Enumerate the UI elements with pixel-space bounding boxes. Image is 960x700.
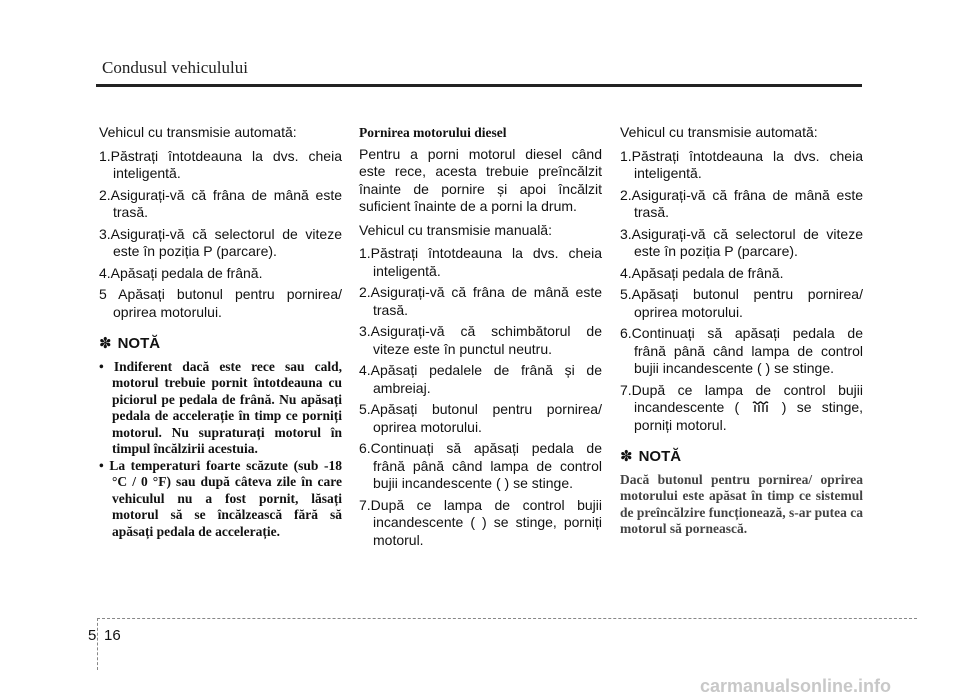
col3-step: 4.Apăsați pedala de frână.	[620, 264, 784, 281]
footer-rule	[97, 618, 917, 619]
watermark: carmanualsonline.info	[700, 676, 892, 696]
footer-divider	[97, 618, 98, 670]
col2-steps	[359, 245, 602, 549]
glow-plug-indicator-icon	[750, 400, 772, 414]
col3-step7-after: ) se stinge, porniți motorul.	[634, 399, 864, 433]
col2-step: 7.După ce lampa de control bujii incandescente ( ) se stinge, porniți motorul.	[359, 496, 602, 548]
column-1	[99, 124, 342, 540]
col3-note-title: NOTĂ	[638, 448, 682, 465]
col1-step: 2.Asigurați-vă că frâna de mână este trasă.	[99, 186, 342, 220]
diesel-start-heading: Pornirea motorului diesel	[359, 125, 507, 140]
col2-step: 5.Apăsați butonul pentru pornirea/ oprirea motorului.	[359, 401, 602, 435]
header-rule	[96, 84, 862, 87]
col3-step: 3.Asigurați-vă că selectorul de viteze este în poziția P (parcare).	[620, 225, 863, 259]
col3-note-text: Dacă butonul pentru pornirea/ oprirea motorului este apăsat în timp ce sistemul de preîncălzire funcționează, s-ar putea ca motorul să pornească.	[620, 471, 863, 536]
col1-step: 1.Păstrați întotdeauna la dvs. cheia inteligentă.	[99, 147, 342, 181]
col1-intro: Vehicul cu transmisie automată:	[99, 124, 297, 140]
header-title: Condusul vehiculului	[102, 58, 248, 77]
col1-note-title: NOTĂ	[117, 335, 161, 352]
col1-note-heading	[99, 335, 342, 353]
note-star-icon: ✽	[620, 448, 633, 465]
col1-steps	[99, 148, 342, 322]
column-3	[620, 124, 863, 538]
col3-intro: Vehicul cu transmisie automată:	[620, 124, 818, 140]
col2-intro: Pentru a porni motorul diesel când este rece, acesta trebuie preîncălzit înainte de pornire și apoi încălzit suficient înainte de a porni la drum.	[359, 145, 602, 214]
col2-step: 4.Apăsați pedalele de frână și de ambreiaj.	[359, 362, 602, 396]
note-star-icon: ✽	[99, 335, 112, 352]
col1-note-item: • Indiferent dacă este rece sau cald, motorul trebuie pornit întotdeauna cu piciorul pe pedala de frână. Nu apăsați pedala de accelerație în timp ce porniți motorul. Nu supraturați motorul în timpul încălzirii acestuia.	[99, 358, 342, 456]
col3-note-heading	[620, 448, 863, 466]
page-number: 16	[104, 627, 121, 644]
col2-step: 2.Asigurați-vă că frâna de mână este trasă.	[359, 284, 602, 318]
col1-note-list	[99, 359, 342, 541]
col1-step: 4.Apăsați pedala de frână.	[99, 264, 263, 281]
col3-step-7	[620, 382, 863, 435]
col3-step7-before: 7.După ce lampa de control bujii incandescente (	[620, 381, 863, 415]
col3-step: 6.Continuați să apăsați pedala de frână până când lampa de control bujii incandescente ( ) se stinge.	[620, 325, 863, 376]
col1-step: 3.Asigurați-vă că selectorul de viteze este în poziția P (parcare).	[99, 225, 342, 259]
col3-step: 1.Păstrați întotdeauna la dvs. cheia inteligentă.	[620, 147, 863, 181]
col2-step: 1.Păstrați întotdeauna la dvs. cheia inteligentă.	[359, 245, 602, 279]
col3-step: 2.Asigurați-vă că frâna de mână este trasă.	[620, 186, 863, 220]
col2-step: 3.Asigurați-vă că schimbătorul de viteze este în punctul neutru.	[359, 323, 602, 357]
col1-step: 5 Apăsați butonul pentru pornirea/ oprirea motorului.	[99, 286, 342, 320]
col2-step: 6.Continuați să apăsați pedala de frână până când lampa de control bujii incandescente ( ) se stinge.	[359, 440, 602, 491]
col1-note-item: • La temperaturi foarte scăzute (sub -18 °C / 0 °F) sau după câteva zile în care vehiculul nu a fost pornit, lăsați motorul să se încălzească fără să apăsați pedala de accelerație.	[99, 457, 342, 539]
column-2	[359, 124, 602, 555]
col3-steps	[620, 148, 863, 435]
section-number: 5	[88, 627, 97, 644]
col2-manual-label: Vehicul cu transmisie manuală:	[359, 221, 552, 238]
col3-step: 5.Apăsați butonul pentru pornirea/ oprirea motorului.	[620, 286, 863, 320]
